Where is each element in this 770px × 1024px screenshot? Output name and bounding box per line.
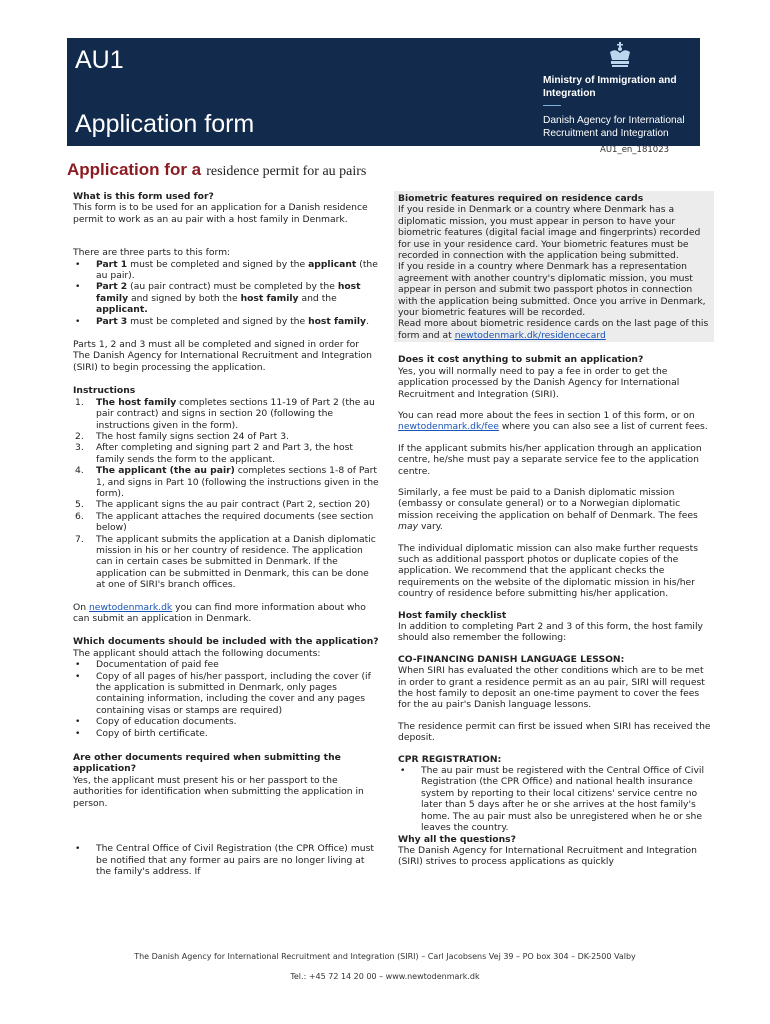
- agency-name: Danish Agency for International Recruitment and Integration: [543, 115, 685, 139]
- cpr-registration-list: [398, 765, 714, 833]
- list-item: 5. The applicant signs the au pair contract (Part 2, section 20): [75, 499, 370, 511]
- paragraph: You can read more about the fees in section 1 of this form, or on newtodenmark.dk/fee where you can also see a list of current fees.: [398, 409, 708, 433]
- paragraph: Yes, the applicant must present his or her passport to the authorities for identification when submitting the application in person.: [73, 774, 364, 809]
- crown-logo-icon: [607, 42, 633, 70]
- list-item: 6. The applicant attaches the required documents (see section below): [75, 510, 374, 534]
- list-item: 4. The applicant (the au pair) completes sections 1-8 of Part 1, and signs in Part 10 (following the instructions given in the form).: [75, 465, 379, 499]
- documents-list: [73, 659, 379, 739]
- paragraph: The applicant should attach the following documents:: [73, 647, 321, 659]
- form-code-title: AU1: [75, 46, 124, 74]
- paragraph: The individual diplomatic mission can also make further requests such as additional passport photos or duplicate copies of the application. We recommend that the applicant checks the requirements on the website of the diplomatic mission in his/her country of residence before submitting his/her application.: [398, 542, 699, 600]
- paragraph: In addition to completing Part 2 and 3 of this form, the host family should also remember the following:: [398, 621, 703, 644]
- paragraph: Parts 1, 2 and 3 must all be completed and signed in order for The Danish Agency for International Recruitment and Integration (SIRI) to begin processing the application.: [73, 339, 372, 373]
- paragraph: If you reside in Denmark or a country where Denmark has a diplomatic mission, you must appear in person to have your biometric features (digital facial image and fingerprints) recorded for use in your residence card. Your biometric features must be recorded in connection with the application being submitted.: [398, 204, 701, 262]
- list-item: 7. The applicant submits the application at a Danish diplomatic mission in his or her country of residence. The application can in certain cases be submitted in Denmark. If the application can be submitted in Denmark, this can be done at one of SIRI's branch offices.: [75, 533, 376, 591]
- list-item: • Part 2 (au pair contract) must be completed by the host family and signed by both the host family and the applicant.: [73, 281, 379, 315]
- paragraph: If the applicant submits his/her application through an application centre, he/she must pay a separate service fee to the application centre.: [398, 442, 702, 477]
- paragraph: This form is to be used for an application for a Danish residence permit to work as an au pair with a host family in Denmark.: [73, 202, 368, 225]
- form-version-code: AU1_en_181023: [600, 145, 670, 155]
- instructions-list: [73, 397, 379, 591]
- section-heading: Why all the questions?: [398, 833, 516, 845]
- cpr-list: [73, 843, 379, 877]
- list-item: • Copy of education documents.: [73, 716, 379, 727]
- section-heading: CPR REGISTRATION:: [398, 753, 502, 765]
- section-heading: What is this form used for?: [73, 191, 214, 202]
- list-item: • The au pair must be registered with the Central Office of Civil Registration (the CPR Office) and national health insurance system by reporting to their local citizens' service centre no later than 5 days after he or she arrives at the host family's home. The au pair must also be unregistered when he or she leaves the country.: [398, 765, 714, 833]
- left-column: [73, 191, 379, 877]
- right-column: [398, 191, 714, 868]
- list-item: • The Central Office of Civil Registration (the CPR Office) must be notified that any former au pairs are no longer living at the family's address. If: [73, 843, 379, 877]
- section-heading: Does it cost anything to submit an application?: [398, 354, 644, 366]
- footer-contact: Tel.: +45 72 14 20 00 – www.newtodenmark.dk: [290, 972, 480, 981]
- biometric-box: [394, 191, 714, 342]
- paragraph: The Danish Agency for International Recruitment and Integration (SIRI) strives to process applications as quickly: [398, 844, 697, 868]
- list-item: • Part 1 must be completed and signed by the applicant (the au pair).: [73, 259, 379, 282]
- paragraph: If you reside in a country where Denmark has a representation agreement with another country's diplomatic mission, you must appear in person and submit two passport photos in connection with the application being submitted. Once you arrive in Denmark, your biometric features will be recorded.: [398, 261, 706, 319]
- main-title-rest: residence permit for au pairs: [206, 164, 367, 179]
- ministry-name: Ministry of Immigration and Integration: [543, 75, 677, 99]
- section-heading: Biometric features required on residence cards: [398, 193, 644, 204]
- paragraph: Similarly, a fee must be paid to a Danish diplomatic mission (embassy or consulate general) or to a Norwegian diplomatic mission receiving the application on behalf of Denmark. The fees may vary.: [398, 486, 698, 533]
- list-item: • Copy of all pages of his/her passport, including the cover (if the application is submitted in Denmark, only pages containing information, including the cover and any pages containing visas or stamps are required): [73, 671, 379, 717]
- list-item: • Copy of birth certificate.: [73, 728, 379, 739]
- header-divider: [543, 105, 561, 106]
- section-heading: Which documents should be included with the application?: [73, 636, 379, 648]
- paragraph: There are three parts to this form:: [73, 247, 231, 259]
- paragraph: Read more about biometric residence cards on the last page of this form and at newtodenmark.dk/residencecard: [398, 318, 709, 341]
- newtodenmark-link[interactable]: newtodenmark.dk: [88, 601, 173, 613]
- section-heading: CO-FINANCING DANISH LANGUAGE LESSON:: [398, 653, 625, 665]
- residencecard-link[interactable]: newtodenmark.dk/residencecard: [454, 329, 606, 341]
- main-title: [67, 160, 366, 180]
- paragraph: Yes, you will normally need to pay a fee in order to get the application processed by the Danish Agency for International Recruitment and Integration (SIRI).: [398, 365, 680, 400]
- paragraph: The residence permit can first be issued when SIRI has received the deposit.: [398, 720, 711, 744]
- list-item: • Part 3 must be completed and signed by the host family.: [73, 316, 379, 327]
- main-title-bold: Application for a: [67, 160, 202, 179]
- parts-list: [73, 259, 379, 327]
- fee-link[interactable]: newtodenmark.dk/fee: [398, 421, 499, 433]
- paragraph: When SIRI has evaluated the other conditions which are to be met in order to grant a residence permit as an au pair, SIRI will request the host family to deposit an one-time payment to cover the fees for the au pair's Danish language lessons.: [398, 665, 705, 711]
- page-title: Application form: [75, 110, 255, 138]
- section-heading: Instructions: [73, 385, 136, 397]
- list-item: • Documentation of paid fee: [73, 659, 379, 670]
- header-banner: [67, 38, 700, 146]
- section-heading: Host family checklist: [398, 609, 507, 621]
- paragraph: On newtodenmark.dk you can find more information about who can submit an application in Denmark.: [73, 601, 366, 624]
- footer-address: The Danish Agency for International Recruitment and Integration (SIRI) – Carl Jacobsens Vej 39 – PO box 304 – DK-2500 Valby: [134, 952, 636, 961]
- list-item: 1. The host family completes sections 11-19 of Part 2 (the au pair contract) and signs in section 20 (following the instructions given in the form).: [75, 396, 375, 431]
- list-item: 2. The host family signs section 24 of Part 3.: [75, 430, 289, 442]
- section-heading: Are other documents required when submitting the application?: [73, 752, 341, 775]
- list-item: 3. After completing and signing part 2 and Part 3, the host family sends the form to the applicant.: [75, 442, 354, 465]
